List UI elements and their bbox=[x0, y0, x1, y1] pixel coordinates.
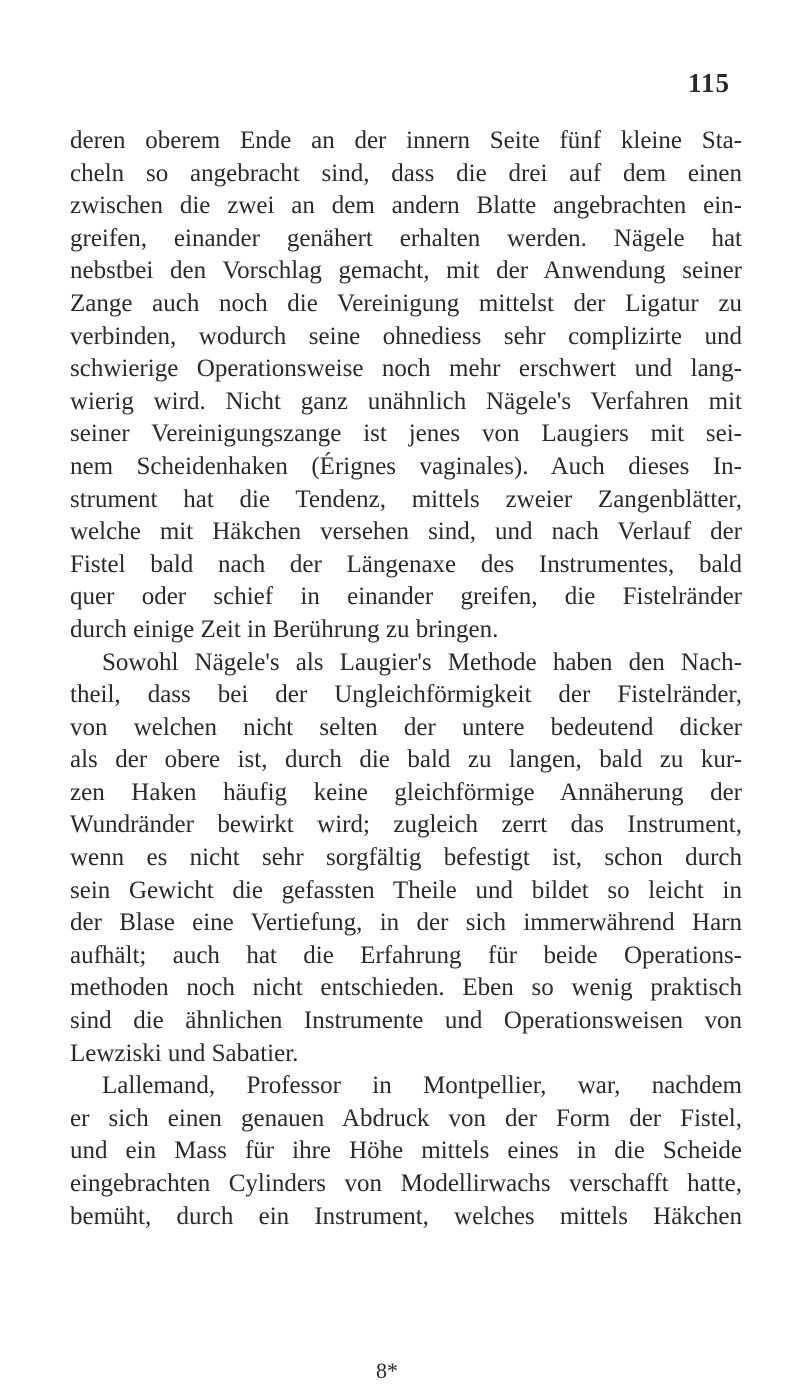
text-line: seiner Vereinigungszange ist jenes von Laugiers mit sei- bbox=[70, 420, 742, 448]
text-line: quer oder schief in einander greifen, die Fistelränder bbox=[70, 583, 742, 611]
text-line: nem Scheidenhaken (Érignes vaginales). Auch dieses In- bbox=[70, 452, 742, 480]
text-line: eingebrachten Cylinders von Modellirwachs verschafft hatte, bbox=[70, 1170, 742, 1197]
text-line: schwierige Operationsweise noch mehr erschwert und lang- bbox=[70, 355, 742, 383]
text-line: durch einige Zeit in Berührung zu bringen. bbox=[70, 615, 499, 643]
text-line: der Blase eine Vertiefung, in der sich immerwährend Harn bbox=[70, 909, 742, 937]
text-line: greifen, einander genähert erhalten werden. Nägele hat bbox=[70, 224, 742, 252]
text-line: aufhält; auch hat die Erfahrung für beide Operations- bbox=[70, 941, 742, 969]
text-line: Zange auch noch die Vereinigung mittelst der Ligatur zu bbox=[70, 289, 742, 317]
text-line: theil, dass bei der Ungleichförmigkeit der Fistelränder, bbox=[70, 681, 742, 709]
text-line: und ein Mass für ihre Höhe mittels eines in die Scheide bbox=[70, 1137, 742, 1165]
page-number: 115 bbox=[687, 68, 730, 98]
text-line: deren oberem Ende an der innern Seite fünf kleine Sta- bbox=[70, 127, 742, 154]
text-line: bemüht, durch ein Instrument, welches mittels Häkchen bbox=[70, 1202, 742, 1230]
text-line: zwischen die zwei an dem andern Blatte angebrachten ein- bbox=[70, 192, 742, 220]
text-line: Fistel bald nach der Längenaxe des Instrumentes, bald bbox=[70, 550, 742, 578]
signature-mark: 8* bbox=[376, 1358, 398, 1383]
text-line: er sich einen genauen Abdruck von der Form der Fistel, bbox=[70, 1104, 742, 1132]
text-line: welche mit Häkchen versehen sind, und nach Verlauf der bbox=[70, 518, 742, 546]
text-line: nebstbei den Vorschlag gemacht, mit der Anwendung seiner bbox=[70, 257, 742, 285]
text-line: verbinden, wodurch seine ohnediess sehr complizirte und bbox=[70, 322, 742, 350]
text-line: cheln so angebracht sind, dass die drei auf dem einen bbox=[70, 159, 742, 187]
text-line: von welchen nicht selten der untere bedeutend dicker bbox=[70, 713, 742, 741]
text-line: wierig wird. Nicht ganz unähnlich Nägele's Verfahren mit bbox=[70, 387, 742, 415]
text-line: Sowohl Nägele's als Laugier's Methode haben den Nach- bbox=[102, 648, 742, 676]
text-line: Lewziski und Sabatier. bbox=[70, 1039, 299, 1067]
text-line: strument hat die Tendenz, mittels zweier Zangenblätter, bbox=[70, 485, 742, 513]
text-line: methoden noch nicht entschieden. Eben so wenig praktisch bbox=[70, 974, 742, 1002]
text-line: sind die ähnlichen Instrumente und Operationsweisen von bbox=[70, 1007, 742, 1035]
text-line: als der obere ist, durch die bald zu langen, bald zu kur- bbox=[70, 746, 742, 774]
text-line: zen Haken häufig keine gleichförmige Annäherung der bbox=[70, 778, 742, 806]
body-text bbox=[70, 125, 742, 1233]
text-line: Lallemand, Professor in Montpellier, war, nachdem bbox=[102, 1072, 742, 1100]
text-line: wenn es nicht sehr sorgfältig befestigt ist, schon durch bbox=[70, 844, 742, 872]
text-line: Wundränder bewirkt wird; zugleich zerrt das Instrument, bbox=[70, 811, 742, 839]
text-line: sein Gewicht die gefassten Theile und bildet so leicht in bbox=[70, 876, 742, 904]
